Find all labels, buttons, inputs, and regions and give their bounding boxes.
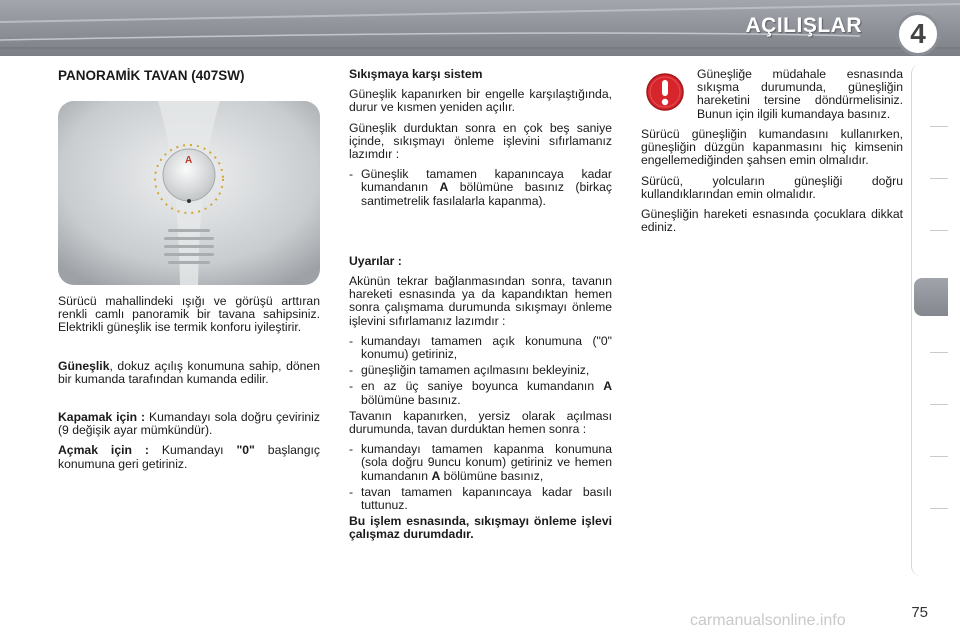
active-chapter-tab[interactable]	[914, 278, 948, 316]
list-item: - Güneşlik tamamen kapanıncaya kadar kumandanın A bölümüne basınız (birkaç santimetrelik fasılalarla kapanma).	[349, 167, 612, 208]
chapter-title: AÇILIŞLAR	[745, 14, 862, 37]
chapter-number-badge: 4	[896, 12, 940, 56]
warning-text: Güneşliğe müdahale esnasında sıkışma durumunda, güneşliğin hareketini tersine döndürmelisiniz. Bunun için ilgili kumandaya basınız.	[697, 67, 903, 121]
column-middle	[349, 68, 612, 549]
column-right	[641, 68, 903, 241]
children-paragraph: Güneşliğin hareketi esnasında çocuklara dikkat ediniz.	[641, 207, 903, 235]
intro-paragraph: Sürücü mahallindeki ışığı ve görüşü arttıran renkli camlı panoramik bir tavana sahipsiniz. Elektrikli güneşlik ise termik konforu iyileştirir.	[58, 294, 320, 335]
list-item: - kumandayı tamamen açık konumuna ("0" konumu) getiriniz,	[349, 333, 612, 362]
sunblind-term: Güneşlik	[58, 358, 110, 373]
sunroof-control-figure	[58, 101, 320, 285]
warning-block	[641, 68, 903, 128]
page-number: 75	[911, 604, 928, 621]
sunblind-paragraph: Güneşlik, dokuz açılış konumuna sahip, dönen bir kumanda tarafından kumanda edilir.	[58, 358, 320, 386]
close-instruction: Kapamak için : Kumandayı sola doğru çeviriniz (9 değişik ayar mümkündür).	[58, 410, 320, 438]
watermark: carmanualsonline.info	[690, 612, 846, 629]
warnings-heading: Uyarılar :	[349, 253, 402, 268]
list-item: - tavan tamamen kapanıncaya kadar basılı tuttunuz.	[349, 484, 612, 513]
roof-control-illustration	[58, 101, 320, 285]
warnings-p1: Akünün tekrar bağlanmasından sonra, tavanın hareketi esnasında ya da kapandıktan hemen sonra çalışmama durumunda sıkışmayı önleme işlevini sıfırlamanız lazımdır :	[349, 274, 612, 328]
warnings-p2: Tavanın kapanırken, yersiz olarak açılması durumunda, tavan durduktan hemen sonra :	[349, 408, 612, 437]
anti-pinch-p2: Güneşlik durduktan sonra en çok beş saniye içinde, sıkışmayı önleme işlevini sıfırlamanız lazımdır :	[349, 120, 612, 162]
passenger-paragraph: Sürücü, yolcuların güneşliği doğru kullandıklarından emin olmalıdır.	[641, 173, 903, 201]
list-item: - en az üç saniye boyunca kumandanın A bölümüne basınız.	[349, 379, 612, 407]
section-title: PANORAMİK TAVAN (407SW)	[58, 68, 245, 83]
driver-paragraph: Sürücü güneşliğin kumandasını kullanırken, güneşliğin düzgün kapanmasını hiç kimsenin engellemediğinden şahsen emin olmalıdır.	[641, 127, 903, 168]
anti-pinch-p1: Güneşlik kapanırken bir engelle karşılaştığında, durur ve kısmen yeniden açılır.	[349, 87, 612, 115]
list-item: - kumandayı tamamen kapanma konumuna (sola doğru 9uncu konum) getiriniz ve hemen kumandanın A bölümüne basınız,	[349, 442, 612, 483]
open-instruction: Açmak için : Kumandayı "0" başlangıç konumuna geri getiriniz.	[58, 443, 320, 471]
chapter-side-tabs	[911, 64, 948, 576]
warnings-note: Bu işlem esnasında, sıkışmayı önleme işlevi çalışmaz durumdadır.	[349, 514, 612, 542]
chapter-header	[0, 0, 960, 56]
exclamation-warning-icon	[645, 72, 685, 112]
list-item: - güneşliğin tamamen açılmasını bekleyiniz,	[349, 363, 590, 378]
figure-label-a: A	[185, 155, 193, 166]
anti-pinch-heading: Sıkışmaya karşı sistem	[349, 67, 483, 81]
column-left	[58, 68, 320, 478]
